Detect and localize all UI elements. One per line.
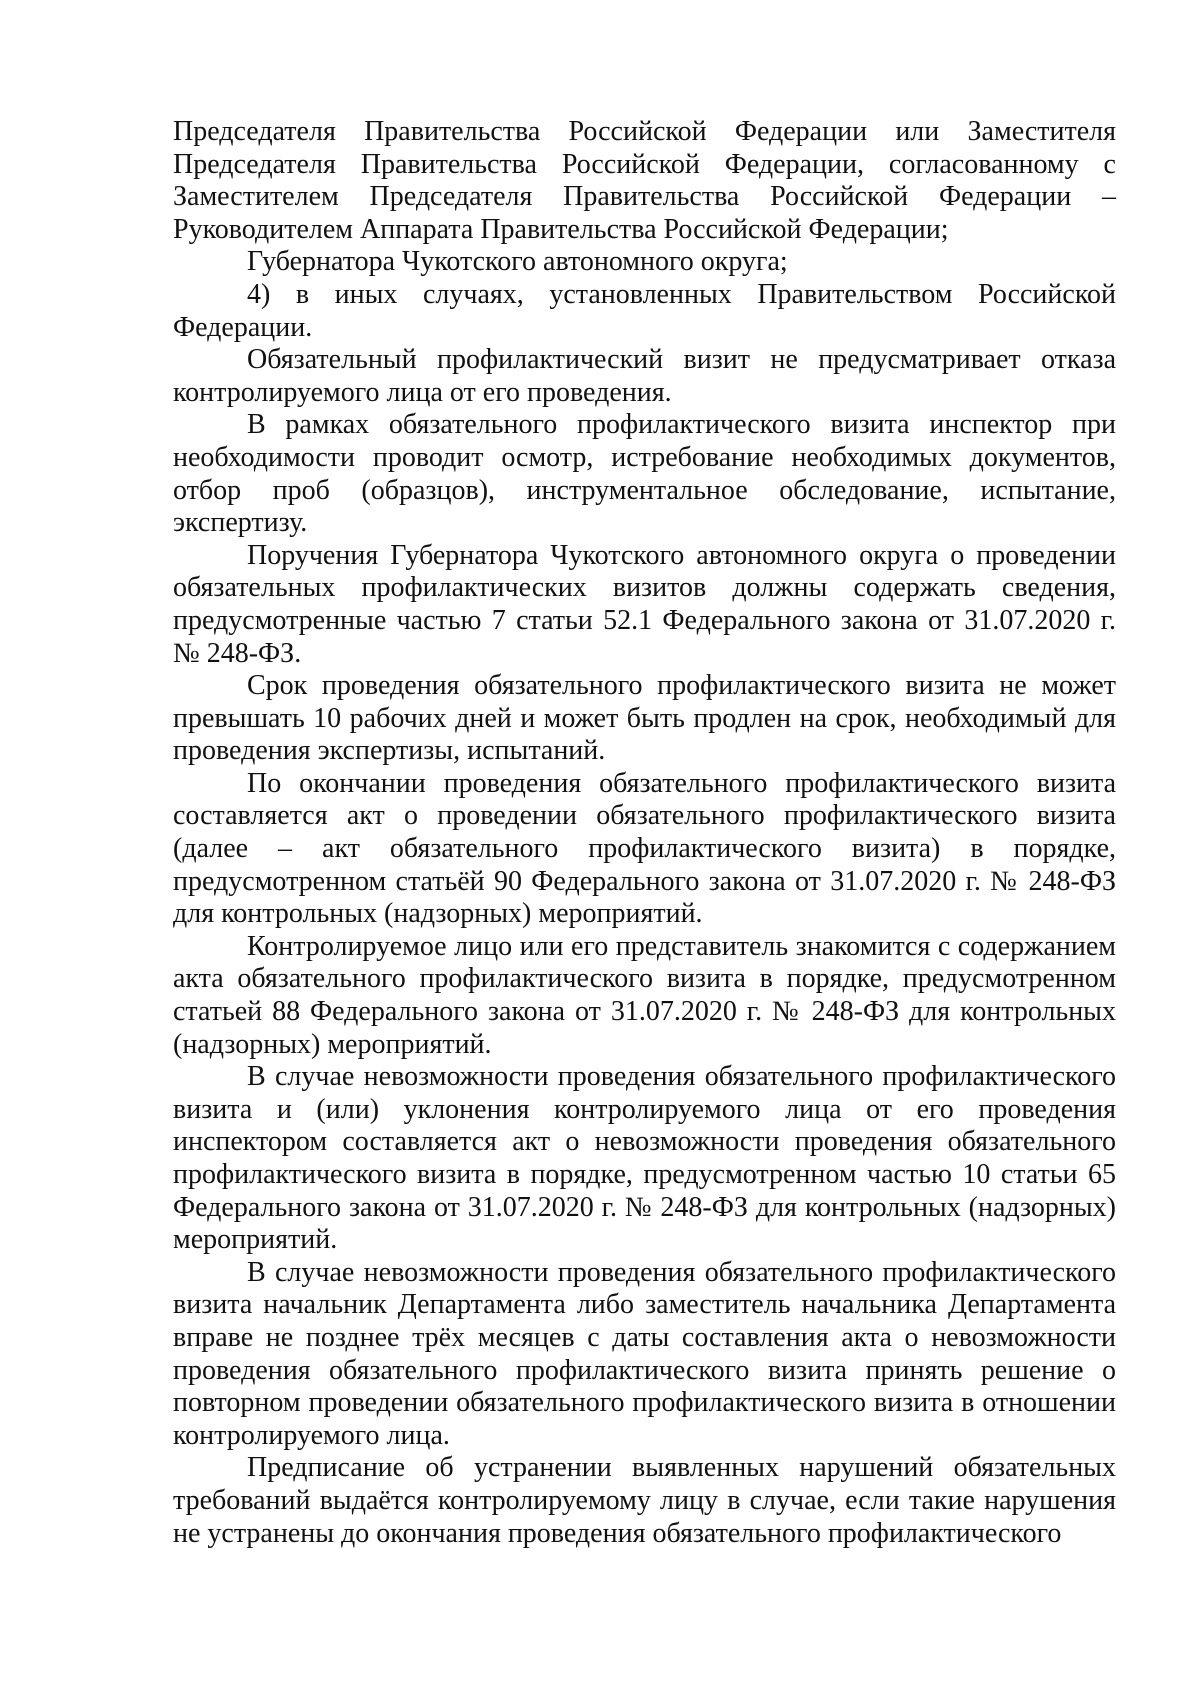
paragraph-governor-orders: Поручения Губернатора Чукотского автономного округа о проведении обязательных профилактических визитов должны содержать сведения, предусмотренные частью 7 статьи 52.1 Федерального закона от 31.07.2020 г. № 248-ФЗ.: [173, 539, 1116, 669]
paragraph-continuation: Председателя Правительства Российской Федерации или Заместителя Председателя Правительства Российской Федерации, согласованному с Заместителем Председателя Правительства Российской Федерации – Руководителем Аппарата Правительства Российской Федерации;: [173, 116, 1116, 245]
document-body: [173, 116, 1116, 1550]
paragraph-item-4: 4) в иных случаях, установленных Правительством Российской Федерации.: [173, 278, 1116, 343]
paragraph-visit-duration: Срок проведения обязательного профилактического визита не может превышать 10 рабочих дней и может быть продлен на срок, необходимый для проведения экспертизы, испытаний.: [173, 670, 1116, 767]
paragraph-inspector-actions: В рамках обязательного профилактического визита инспектор при необходимости проводит осмотр, истребование необходимых документов, отбор проб (образцов), инструментальное обследование, испытание, экспертизу.: [173, 409, 1116, 539]
paragraph-visit-act: По окончании проведения обязательного профилактического визита составляется акт о проведении обязательного профилактического визита (далее – акт обязательного профилактического визита) в порядке, предусмотренном статьёй 90 Федерального закона от 31.07.2020 г. № 248-ФЗ для контрольных (надзорных) мероприятий.: [173, 767, 1116, 930]
paragraph-repeat-visit: В случае невозможности проведения обязательного профилактического визита начальник Департамента либо заместитель начальника Департамента вправе не позднее трёх месяцев с даты составления акта о невозможности проведения обязательного профилактического визита принять решение о повторном проведении обязательного профилактического визита в отношении контролируемого лица.: [173, 1256, 1116, 1451]
paragraph-prescription: Предписание об устранении выявленных нарушений обязательных требований выдаётся контролируемому лицу в случае, если такие нарушения не устранены до окончания проведения обязательного профилактического: [173, 1452, 1116, 1549]
paragraph-impossibility-act: В случае невозможности проведения обязательного профилактического визита и (или) уклонения контролируемого лица от его проведения инспектором составляется акт о невозможности проведения обязательного профилактического визита в порядке, предусмотренном частью 10 статьи 65 Федерального закона от 31.07.2020 г. № 248-ФЗ для контрольных (надзорных) мероприятий.: [173, 1061, 1116, 1256]
paragraph-governor: Губернатора Чукотского автономного округа;: [247, 246, 788, 278]
paragraph-act-familiarization: Контролируемое лицо или его представитель знакомится с содержанием акта обязательного профилактического визита в порядке, предусмотренном статьей 88 Федерального закона от 31.07.2020 г. № 248-ФЗ для контрольных (надзорных) мероприятий.: [173, 930, 1116, 1060]
paragraph-no-refusal: Обязательный профилактический визит не предусматривает отказа контролируемого лица от его проведения.: [173, 344, 1116, 408]
